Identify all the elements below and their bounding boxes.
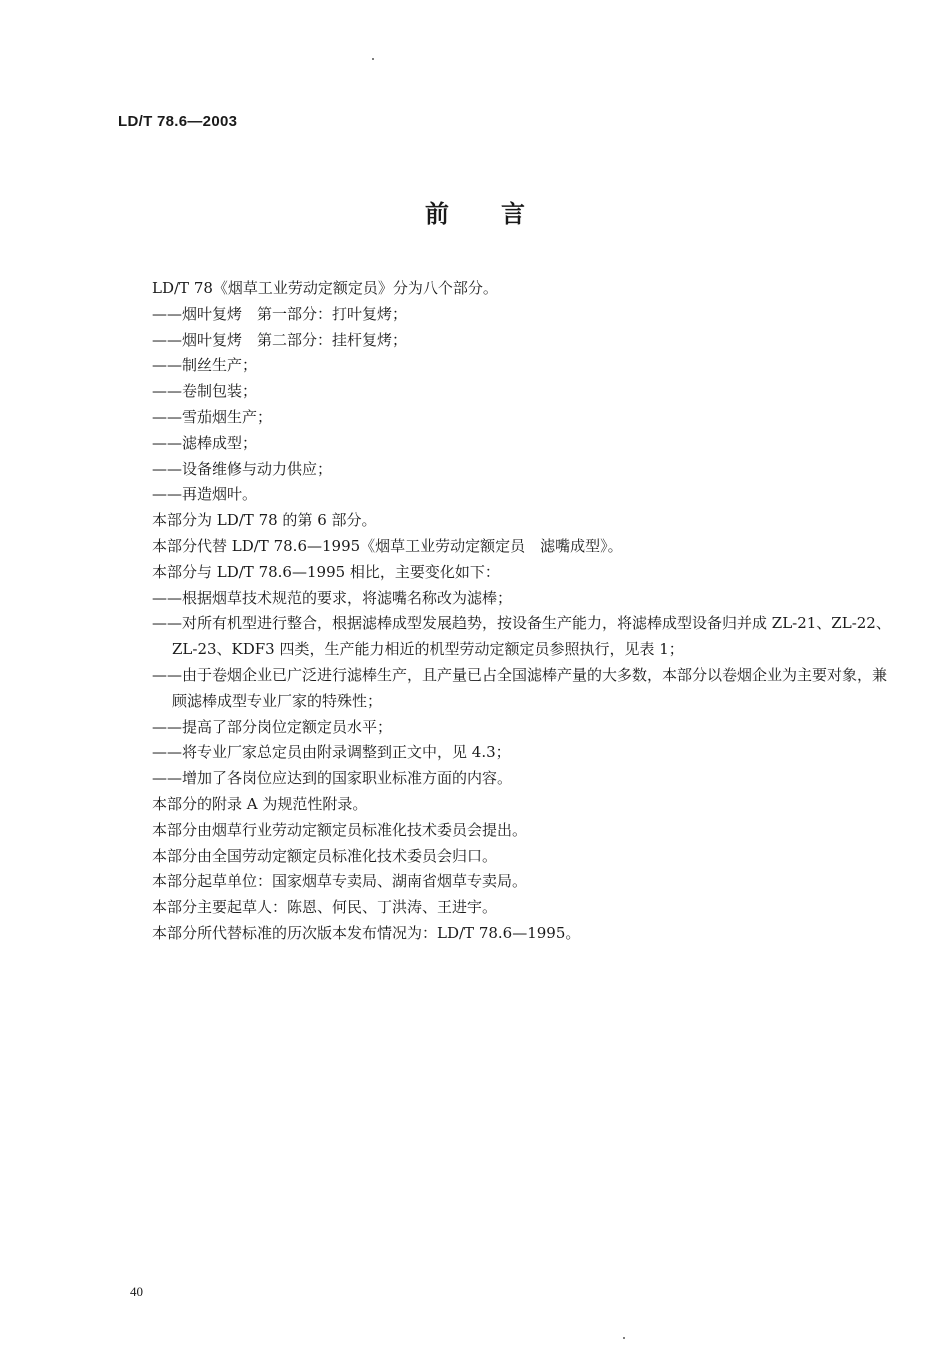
change-list-item: ——增加了各岗位应达到的国家职业标准方面的内容。 xyxy=(152,769,513,788)
scan-speck xyxy=(623,1337,625,1339)
part-list-item: ——雪茄烟生产； xyxy=(152,407,273,426)
statement-paragraph: 本部分与 LD/T 78.6—1995 相比，主要变化如下： xyxy=(152,562,500,581)
part-list-item: ——烟叶复烤 第一部分：打叶复烤； xyxy=(152,304,408,323)
standard-code: LD/T 78.6—2003 xyxy=(118,113,238,130)
foreword-body xyxy=(152,276,892,947)
intro-paragraph: LD/T 78《烟草工业劳动定额定员》分为八个部分。 xyxy=(152,279,498,297)
change-list-item: ——提高了部分岗位定额定员水平； xyxy=(152,717,393,736)
part-list-item: ——烟叶复烤 第二部分：挂杆复烤； xyxy=(152,330,408,349)
part-list-item: ——制丝生产； xyxy=(152,356,258,375)
statement-paragraph: 本部分代替 LD/T 78.6—1995《烟草工业劳动定额定员 滤嘴成型》。 xyxy=(152,536,623,555)
part-list-item: ——卷制包装； xyxy=(152,382,258,401)
change-list-item: ——根据烟草技术规范的要求，将滤嘴名称改为滤棒； xyxy=(152,588,513,607)
change-list-item: ——将专业厂家总定员由附录调整到正文中，见 4.3； xyxy=(152,743,511,762)
statement-paragraph: 本部分所代替标准的历次版本发布情况为：LD/T 78.6—1995。 xyxy=(152,923,581,942)
change-list-item: ——由于卷烟企业已广泛进行滤棒生产，且产量已占全国滤棒产量的大多数，本部分以卷烟企业为主要对象，兼顾滤棒成型专业厂家的特殊性； xyxy=(152,665,888,710)
statement-paragraph: 本部分由烟草行业劳动定额定员标准化技术委员会提出。 xyxy=(152,820,528,839)
statement-paragraph: 本部分起草单位：国家烟草专卖局、湖南省烟草专卖局。 xyxy=(152,872,528,891)
statement-paragraph: 本部分由全国劳动定额定员标准化技术委员会归口。 xyxy=(152,846,498,865)
change-list-item: ——对所有机型进行整合，根据滤棒成型发展趋势，按设备生产能力，将滤棒成型设备归并成 ZL-21、ZL-22、ZL-23、KDF3 四类，生产能力相近的机型劳动定额定员参照执行，见表 1； xyxy=(152,614,891,659)
scan-speck xyxy=(372,58,374,60)
page-title: 前言 xyxy=(425,200,577,228)
statement-paragraph: 本部分主要起草人：陈恩、何民、丁洪涛、王进宇。 xyxy=(152,898,498,917)
page-number: 40 xyxy=(130,1284,143,1299)
statement-paragraph: 本部分的附录 A 为规范性附录。 xyxy=(152,794,368,813)
part-list-item: ——滤棒成型； xyxy=(152,433,258,452)
part-list-item: ——设备维修与动力供应； xyxy=(152,459,333,478)
part-list-item: ——再造烟叶。 xyxy=(152,485,258,504)
statement-paragraph: 本部分为 LD/T 78 的第 6 部分。 xyxy=(152,511,377,530)
